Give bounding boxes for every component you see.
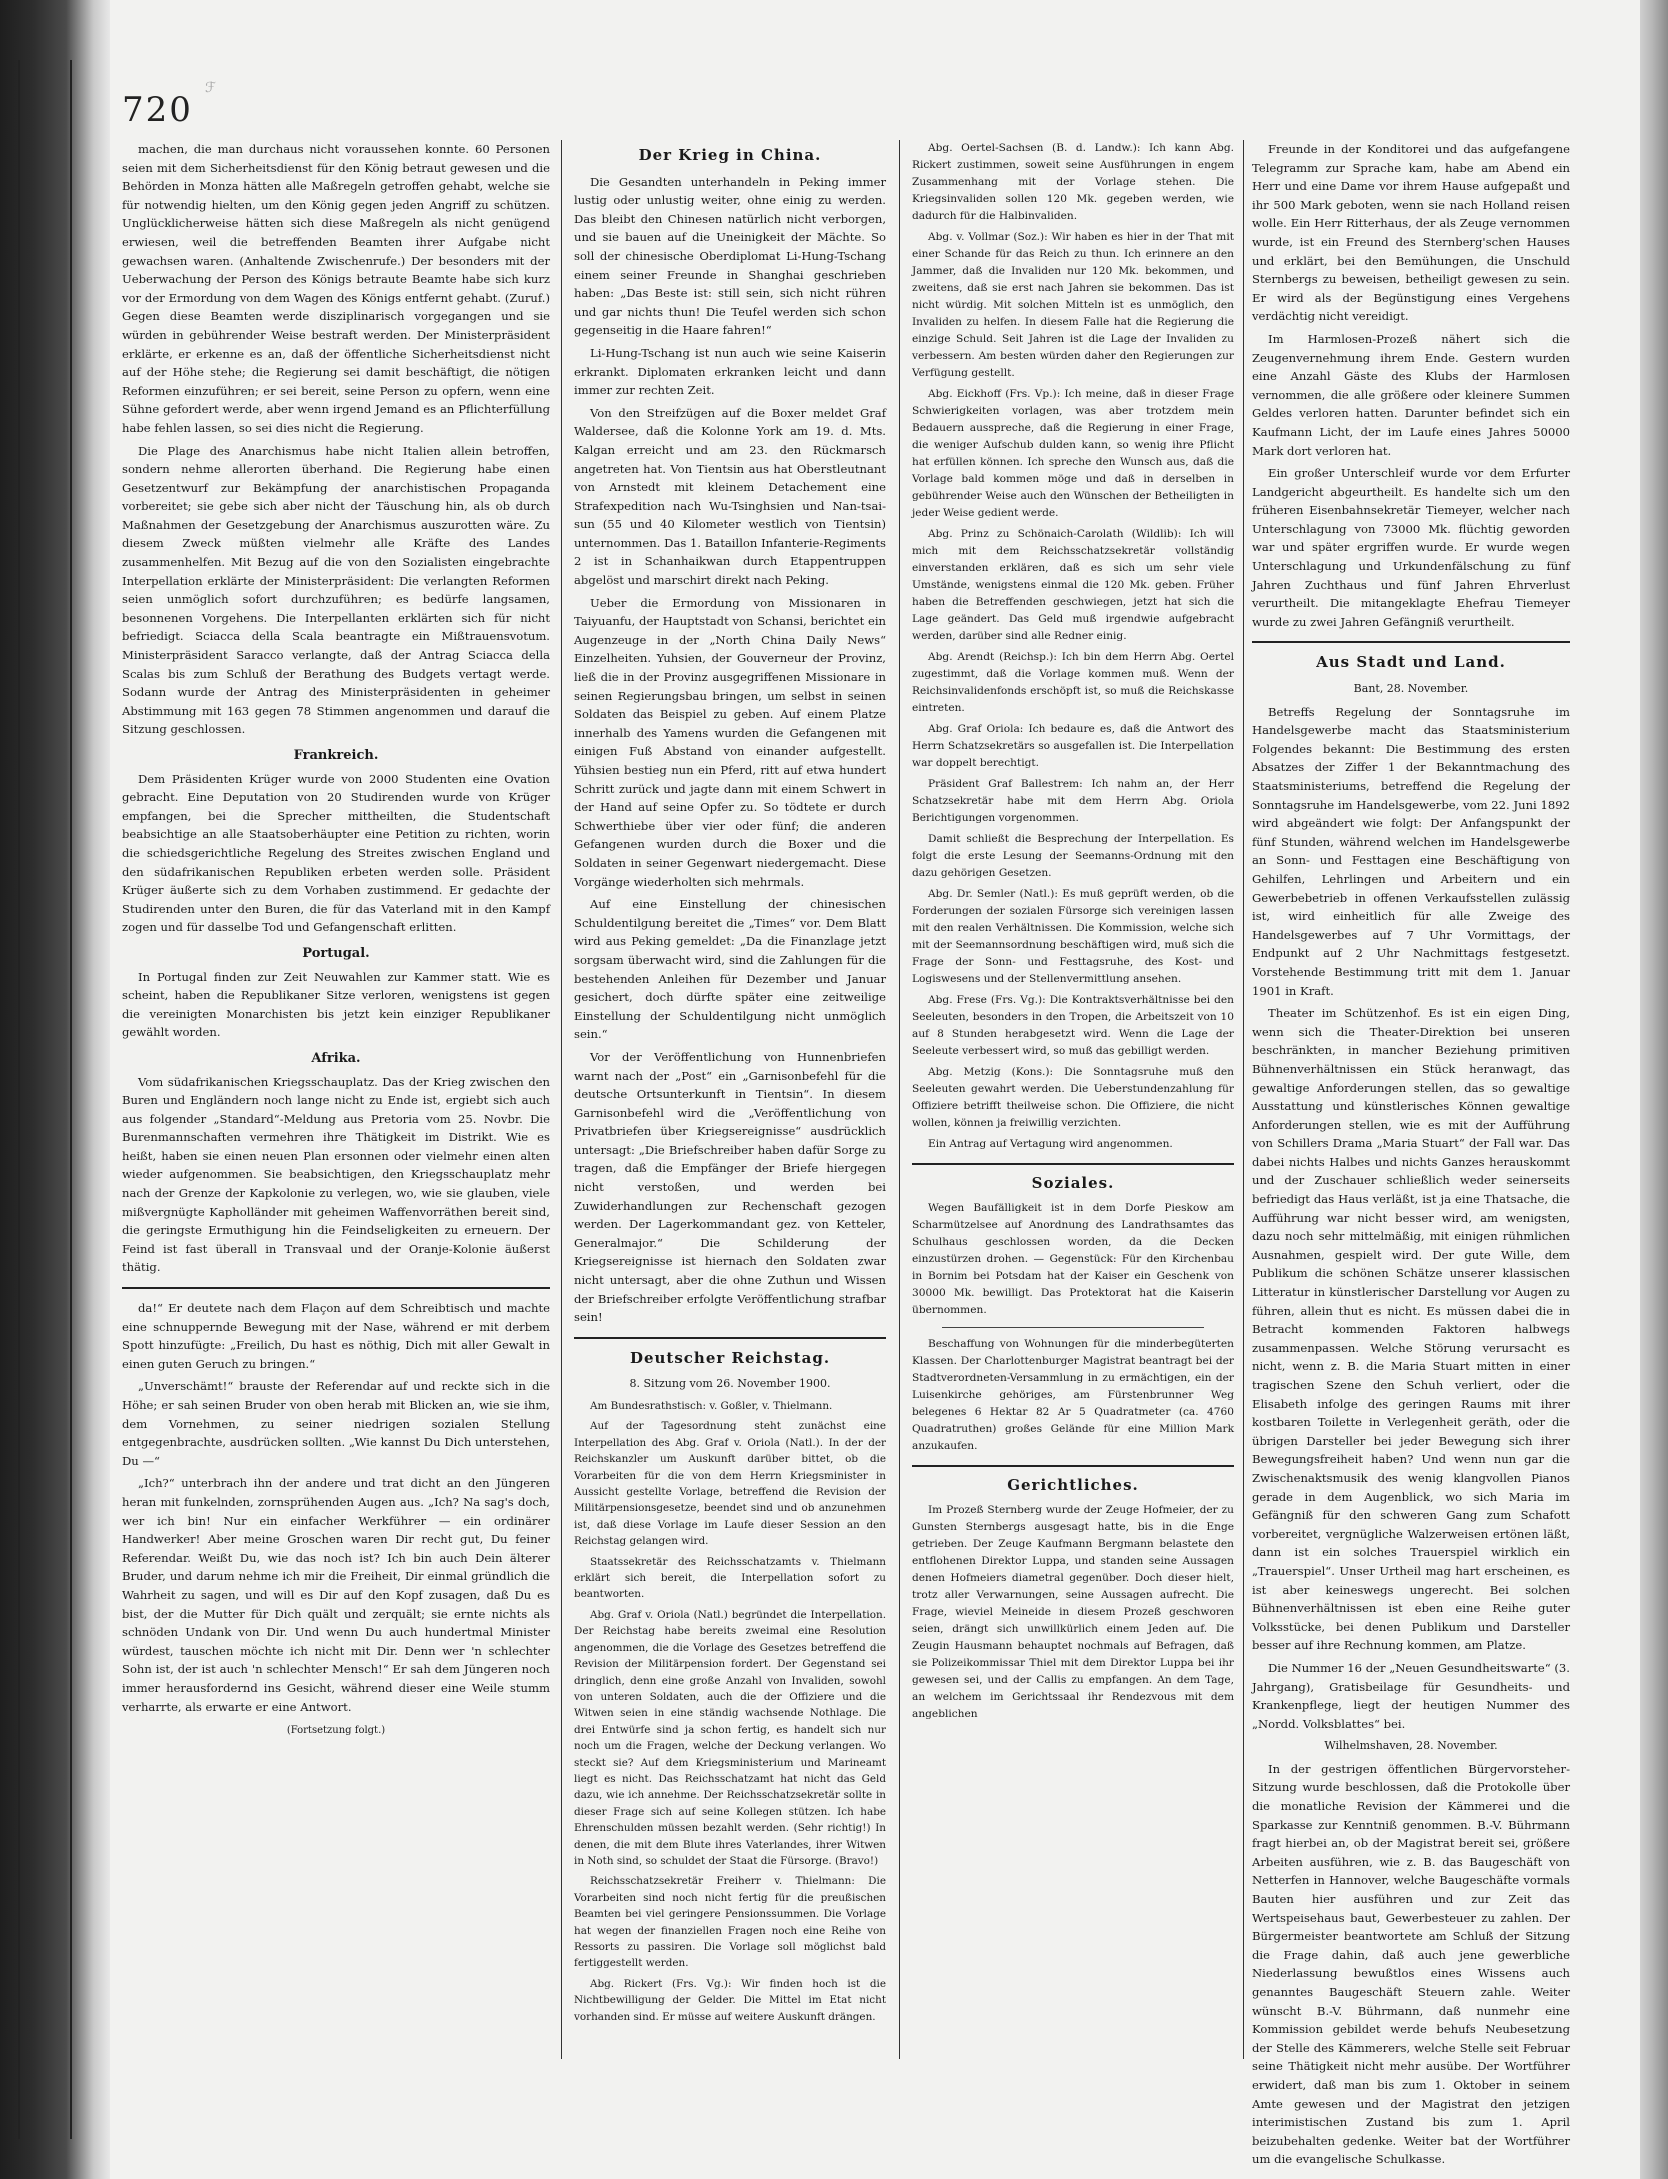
article-paragraph: Am Bundesrathstisch: v. Goßler, v. Thielmann. bbox=[590, 1400, 833, 1412]
article-paragraph: In der gestrigen öffentlichen Bürgervorsteher-Sitzung wurde beschlossen, daß die Protokolle über die monatliche Revision der Kämmerei und die Sparkasse zur Kenntniß genommen. B.-V. Bührmann fragt hierbei an, ob der Magistrat bereit sei, größere Arbeiten ausführen, wie z. B. das Baugeschäft von Netterfen in Hannover, welche Baugeschäfte vormals Bauten hier ausführen und zur Zeit das Wertspeisehaus baut, Gewerbesteuer zu zahlen. Der Bürgermeister beantwortete am Schluß der Sitzung die Frage dahin, daß auch jene gewerbliche Niederlassung bewußtlos eines Wissens auch genanntes Baugeschäft Steuern zahle. Weiter wünscht B.-V. Bührmann, daß nunmehr eine Kommission gebildet werde behufs Neubesetzung der Stelle des Kämmerers, welche Stelle seit Februar seine Thätigkeit nicht mehr ausübe. Der Wortführer erwidert, daß man bis zum 1. Oktober in seinem Amte gewesen und der Magistrat den jetzigen interimistischen Zustand bis zum 1. April beizubehalten gedenke. Weiter bat der Wortführer um die evangelische Schulkasse. bbox=[1252, 1761, 1570, 2167]
article-paragraph: Die Nummer 16 der „Neuen Gesundheitswarte“ (3. Jahrgang), Gratisbeilage für Gesundheits- und Krankenpflege, liegt der heutigen Nummer des „Nordd. Volksblattes“ bei. bbox=[1252, 1660, 1570, 1731]
article-paragraph: Von den Streifzügen auf die Boxer meldet Graf Waldersee, daß die Kolonne York am 19. d. Mts. Kalgan erreicht und am 23. den Rückmarsch angetreten hat. Von Tientsin aus hat Oberstleutnant von Arnstedt mit kleinem Detachement eine Strafexpedition nach Wu-Tsinghsien und Nan-tsai-sun (55 und 40 Kilometer westlich von Tientsin) unternommen. Das 1. Bataillon Infanterie-Regiments 2 ist in Schanhaikwan durch Etappentruppen abgelöst und marschirt direkt nach Peking. bbox=[574, 405, 886, 588]
section-heading-portugal: Portugal. bbox=[302, 945, 370, 961]
article-paragraph: Beschaffung von Wohnungen für die minderbegüterten Klassen. Der Charlottenburger Magistrat beantragt bei der Stadtverordneten-Versammlung in zu ermächtigen, ein der Luisenkirche gehöriges, am Fürstenbrunner Weg belegenes 6 Hektar 82 Ar 5 Quadratmeter (ca. 4760 Quadratruthen) großes Gelände für eine Million Mark anzukaufen. bbox=[912, 1338, 1234, 1452]
article-paragraph: Dem Präsidenten Krüger wurde von 2000 Studenten eine Ovation gebracht. Eine Deputation von 20 Studirenden wurde von Krüger empfangen, bei die Sprecher mittheilten, die Studentschaft beabsichtige an alle Staatsoberhäupter eine Petition zu richten, worin die schiedsgerichtliche Regelung des Streites zwischen England und den südafrikanischen Republiken erbeten werden solle. Präsident Krüger äußerte sich zu dem Vorhaben zustimmend. Er gedachte der Studirenden unter den Buren, die für das Vaterland mit in den Kampf zogen und für dasselbe Tod und Gefangenschaft erlitten. bbox=[122, 771, 550, 935]
article-paragraph: Reichsschatzsekretär Freiherr v. Thielmann: Die Vorarbeiten sind noch nicht fertig für die preußischen Beamten bei viel geringere Pensionssummen. Die Vorlage hat wegen der finanziellen Fragen noch eine Reihe von Ressorts zu passiren. Die Vorlage soll möglichst bald fertiggestellt werden. bbox=[574, 1875, 886, 1970]
article-paragraph: Abg. Arendt (Reichsp.): Ich bin dem Herrn Abg. Oertel zugestimmt, daß die Vorlage kommen muß. Wenn der Reichsinvalidenfonds erschöpft ist, so muß die Reichskasse eintreten. bbox=[912, 651, 1234, 714]
article-paragraph: Abg. Graf v. Oriola (Natl.) begründet die Interpellation. Der Reichstag habe bereits zweimal eine Resolution angenommen, die die Vorlage des Gesetzes betreffend die Revision der Militärpension fordert. Der Gegenstand sei dringlich, denn eine große Anzahl von Invaliden, sowohl von unteren Soldaten, auch die der Offiziere und die Witwen seien in eine ständig wachsende Nothlage. Die drei Entwürfe sind ja schon fertig, es handelt sich nur noch um die Fragen, welche der Deckung verlangen. Wo steckt sie? Auf dem Kriegsministerium und Marineamt liegt es nicht. Das Reichsschatzamt hat nicht das Geld dazu, wie ich annehme. Der Reichsschatzsekretär sollte in dieser Frage sich auf seine Kollegen stützen. Ich habe Ehrenschulden müssen bezahlt werden. (Sehr richtig!) In denen, die mit dem Blute ihres Vaterlandes, ihrer Witwen in Noth sind, so schuldet der Staat die Fürsorge. (Bravo!) bbox=[574, 1608, 886, 1867]
article-paragraph: Im Harmlosen-Prozeß nähert sich die Zeugenvernehmung ihrem Ende. Gestern wurden eine Anzahl Gäste des Klubs der Harmlosen vernommen, die alle größere oder kleinere Summen Geldes verloren hatten. Darunter befindet sich ein Kaufmann Licht, der im Laufe eines Jahres 50000 Mark dort verloren hat. bbox=[1252, 331, 1570, 458]
article-paragraph: Im Prozeß Sternberg wurde der Zeuge Hofmeier, der zu Gunsten Sternbergs ausgesagt hatte, bis in die Enge getrieben. Der Zeuge Kaufmann Bergmann belastete den entflohenen Direktor Luppa, und standen seine Aussagen denen Hofmeiers diametral gegenüber. Doch dieser hielt, trotz aller Verwarnungen, seine Aussagen aufrecht. Die Frage, wieviel Meineide in diesem Prozeß geschworen seien, drängt sich unwillkürlich einem Jeden auf. Die Zeugin Hausmann behauptet nochmals auf Befragen, daß sie Polizeikommissar Thiel mit dem Direktor Luppa bei ihr gewesen sei, und der Callis zu empfangen. An dem Tage, an welchem im Gerichtssaal ihr Rendezvous mit dem angeblichen bbox=[912, 1504, 1234, 1720]
binding-stitch bbox=[70, 60, 72, 2139]
section-separator bbox=[912, 1163, 1234, 1165]
article-paragraph: Abg. Rickert (Frs. Vg.): Wir finden hoch ist die Nichtbewilligung der Gelder. Die Mittel im Etat nicht vorhanden sind. Er müsse auf weitere Auskunft drängen. bbox=[574, 1977, 886, 2023]
article-paragraph: Auf der Tagesordnung steht zunächst eine Interpellation des Abg. Graf v. Oriola (Natl.). In der der Reichskanzler um Auskunft darüber bittet, ob die Vorarbeiten für die von dem Herrn Kriegsminister in Aussicht gestellte Vorlage, betreffend die Revision der Militärpensionsgesetze, beendet sind und ob anzunehmen ist, daß diese Vorlage im Laufe dieser Session an den Reichstag gelangen wird. bbox=[574, 1420, 886, 1548]
article-paragraph: Abg. Dr. Semler (Natl.): Es muß geprüft werden, ob die Forderungen der sozialen Fürsorge sich vereinigen lassen mit den realen Verhältnissen. Die Kommission, welche sich mit der Seemannsordnung beschäftigen wird, muß sich die Frage der Sonn- und Festtagsruhe, des Kost- und Logiswesens und der Stellenvermittlung ansehen. bbox=[912, 888, 1234, 985]
article-paragraph: Betreffs Regelung der Sonntagsruhe im Handelsgewerbe macht das Staatsministerium Folgendes bekannt: Die Bestimmung des ersten Absatzes der Ziffer 1 der Bekanntmachung des Staatsministeriums, betreffend die Regelung der Sonntagsruhe im Handelsgewerbe, vom 22. Juni 1892 wird abgeändert wie folgt: Der Anfangspunkt der fünf Stunden, während welchen im Handelsgewerbe an Sonn- und Festtagen eine Beschäftigung von Gehilfen, Lehrlingen und Arbeitern und ein Gewerbebetrieb in offenen Verkaufsstellen zulässig ist, wird einheitlich für alle Zweige des Handelsgewerbes auf 7 Uhr Vormittags, der Endpunkt auf 2 Uhr Nachmittags festgesetzt. Vorstehende Bestimmung tritt mit dem 1. Januar 1901 in Kraft. bbox=[1252, 704, 1570, 998]
column-4 bbox=[1252, 140, 1570, 2167]
archive-stamp: ℱ bbox=[205, 80, 217, 96]
column-2 bbox=[574, 140, 886, 2099]
section-heading-afrika: Afrika. bbox=[311, 1050, 361, 1066]
article-paragraph: Abg. Metzig (Kons.): Die Sonntagsruhe muß den Seeleuten gewahrt werden. Die Ueberstundenzahlung für Offiziere betrifft theilweise schon. Die Offiziere, die nicht wollen, können ja freiwillig verzichten. bbox=[912, 1066, 1234, 1129]
article-paragraph: Vom südafrikanischen Kriegsschauplatz. Das der Krieg zwischen den Buren und Engländern noch lange nicht zu Ende ist, ergiebt sich auch aus folgender „Standard“-Meldung aus Pretoria vom 25. Novbr. Die Burenmannschaften vermehren ihre Thätigkeit im Distrikt. Wie es heißt, haben sie einen neuen Plan ersonnen oder vielmehr einen alten wieder aufgenommen. Sie beabsichtigen, den Kriegsschauplatz mehr nach der Grenze der Kapkolonie zu verlegen, wo, wie sie glauben, viele mißvergnügte Kapholländer mit geheimen Waffenvorräthen bereit sind, die geringste Ermuthigung hin die Feindseligkeiten zu erneuern. Der Feind ist fast überall in Transvaal und der Oranje-Kolonie äußerst thätig. bbox=[122, 1074, 550, 1275]
book-binding bbox=[0, 0, 110, 2179]
feuilleton-paragraph: „Ich?“ unterbrach ihn der andere und trat dicht an den Jüngeren heran mit funkelnden, zornsprühenden Augen aus. „Ich? Na sag's doch, wer ich bin! Nur ein einfacher Werkführer — ein ordinärer Handwerker! Aber meine Groschen waren Dir recht gut, Du feiner Referendar. Weißt Du, wie das noch ist? Ich bin auch Dein älterer Bruder, und darum nehme ich mir die Freiheit, Dir einmal gründlich die Wahrheit zu sagen, und will es Dir auf den Kopf zusagen, daß Du es bist, der die Mutter für Dich quält und zerquält; sie ernte nichts als schnöden Undank von Dir. Und wenn Du auch hundertmal Minister würdest, tauschen möchte ich nicht mit Dir. Denn wer 'n schlechter Sohn ist, der ist auch 'n schlechter Mensch!“ Er sah dem Jüngeren noch immer herausfordernd ins Gesicht, während dieser eine Weile stumm verharrte, als erwarte er eine Antwort. bbox=[122, 1476, 550, 1714]
article-paragraph: Theater im Schützenhof. Es ist ein eigen Ding, wenn sich die Theater-Direktion bei unseren beschränkten, in mancher Beziehung primitiven Bühnenverhältnissen ein Stück heranwagt, das gewaltige Anforderungen stellen, das so gewaltige Ausstattung und künstlerisches Können gewaltige Anforderungen stellen, wie es mit der Aufführung von Schillers Drama „Maria Stuart“ der Fall war. Das dabei nichts Halbes und nichts Ganzes herauskommt und der Zuschauer schließlich weder seinerseits befriedigt das Haus verläßt, ist ja eine Thatsache, die Aufführung war nicht besser wird, am wenigsten, dazu noch sehr mittelmäßig, mit einigen rühmlichen Ausnahmen, gespielt wird. Der gute Wille, dem Publikum die schönen Schätze unserer klassischen Litteratur in künstlerischer Darstellung vor Augen zu führen, allein thut es nicht. Es müssen dabei die in Betracht kommenden Faktoren halbwegs zusammenpassen. Welche Störung verursacht es nicht, wenn z. B. die Maria Stuart mitten in einer tragischen Szene den Schuh verliert, oder die Elisabeth infolge des geringen Raums mit ihrer kostbaren Toilette in Verlegenheit geräth, oder die übrigen Darsteller bei jeder Bewegung sich ihrer Bewegungsfreiheit haben? Und wenn nun gar die Zwischenaktsmusik des wenig klangvollen Pianos gerade in dem Augenblick, wo sich Maria im Gefängniß für den schweren Gang zum Schafott vorbereitet, vergnügliche Walzerweisen ertönen läßt, dann ist ein solches Trauerspiel wirklich ein „Trauerspiel“. Unser Urtheil mag hart erscheinen, es ist aber keineswegs ungerecht. Bei solchen Bühnenverhältnissen ist eben eine Reihe guter Volksstücke, bei denen Publikum und Darsteller besser auf ihre Rechnung kommen, am Platze. bbox=[1252, 1006, 1570, 1653]
column-rule bbox=[1243, 140, 1244, 2059]
section-separator bbox=[912, 1465, 1234, 1467]
column-rule bbox=[561, 140, 562, 2059]
article-paragraph: Die Plage des Anarchismus habe nicht Italien allein betroffen, sondern nehme allerorten überhand. Die Regierung habe einen Gesetzentwurf zur Bekämpfung der anarchistischen Propaganda vorbereitet; sie gebe sich aber nicht der Täuschung hin, als ob durch Maßnahmen der Gesetzgebung der Anarchismus auszurotten wäre. Zu diesem Zweck müßten vielmehr alle Kräfte des Landes zusammenhelfen. Mit Bezug auf die von den Sozialisten eingebrachte Interpellation erklärte der Ministerpräsident: Die verlangten Reformen seien unmöglich sofort durchzuführen; es bedürfe langsamen, besonnenen Vorgehens. Die Interpellanten erklärten sich für nicht befriedigt. Sciacca della Scala beantragte ein Mißtrauensvotum. Ministerpräsident Saracco verlangte, daß der Antrag Sciacca della Scalas bis zum Schluß der Berathung des Budgets vertagt werde. Sodann wurde der Antrag des Ministerpräsidenten in geheimer Abstimmung mit 163 gegen 78 Stimmen angenommen und darauf die Sitzung geschlossen. bbox=[122, 443, 550, 737]
column-3 bbox=[912, 140, 1234, 2099]
article-paragraph: Freunde in der Konditorei und das aufgefangene Telegramm zur Sprache kam, habe am Abend ein Herr und eine Dame vor ihrem Hause aufgepaßt und ihr 500 Mark geboten, wenn sie nach Holland reisen wolle. Ein Herr Ritterhaus, der als Zeuge vernommen wurde, ist ein Freund des Sternberg'schen Hauses und erklärt, bei den Bemühungen, die Unschuld Sternbergs zu beweisen, betheiligt gewesen zu sein. Er wird als der Begünstigung eines Vergehens verdächtig nicht vereidigt. bbox=[1252, 142, 1570, 324]
continuation-note: (Fortsetzung folgt.) bbox=[286, 1725, 386, 1737]
section-heading-reichstag: Deutscher Reichstag. bbox=[629, 1348, 831, 1367]
section-heading-china: Der Krieg in China. bbox=[638, 146, 822, 164]
article-paragraph: Ein großer Unterschleif wurde vor dem Erfurter Landgericht abgeurtheilt. Es handelte sich um den früheren Eisenbahnsekretär Tiemeyer, welcher nach Unterschlagung von 73000 Mk. flüchtig geworden war und später ergriffen wurde. Er wurde wegen Unterschlagung und Urkundenfälschung zu fünf Jahren Zuchthaus und fünf Jahren Ehrverlust verurtheilt. Die mitangeklagte Ehefrau Tiemeyer wurde zu zwei Jahren Gefängniß verurtheilt. bbox=[1252, 466, 1570, 629]
section-heading-soziales: Soziales. bbox=[1031, 1174, 1115, 1192]
dateline: Bant, 28. November. bbox=[1353, 682, 1469, 696]
binding-stitch bbox=[18, 60, 20, 2139]
article-paragraph: Li-Hung-Tschang ist nun auch wie seine Kaiserin erkrankt. Diplomaten erkranken leicht und dann immer zur rechten Zeit. bbox=[574, 345, 886, 398]
feuilleton-paragraph: da!“ Er deutete nach dem Flaçon auf dem Schreibtisch und machte eine schnuppernde Bewegung mit der Nase, während er mit derbem Spott hinzufügte: „Freilich, Du hast es nöthig, Dich mit aller Gewalt in einen guten Geruch zu bringen.“ bbox=[122, 1301, 550, 1371]
article-paragraph: Vor der Veröffentlichung von Hunnenbriefen warnt nach der „Post“ ein „Garnisonbefehl für die deutsche Ortsunterkunft in Tientsin“. In diesem Garnisonbefehl wird die „Veröffentlichung von Privatbriefen über Kriegsereignisse“ ausdrücklich untersagt: „Die Briefschreiber haben dafür Sorge zu tragen, daß die Empfänger der Briefe hiergegen nicht verstoßen, und werden bei Zuwiderhandlungen zur Rechenschaft gezogen werden. Der Lagerkommandant gez. von Ketteler, Generalmajor.“ Die Schilderung der Kriegsereignisse ist hiernach den Soldaten zwar nicht untersagt, aber die ohne Zuthun und Wissen der Briefschreiber erfolgte Veröffentlichung strafbar sein! bbox=[574, 1049, 886, 1325]
article-paragraph: Abg. Prinz zu Schönaich-Carolath (Wildlib): Ich will mich mit dem Reichsschatzsekretär vollständig einverstanden erklären, daß es sich um sehr viele Umstände, wenigstens einmal die 120 Mk. geben. Früher haben die Betreffenden geschwiegen, jetzt hat sich die Lage geändert. Das Geld muß irgendwie aufgebracht werden, darüber sind alle Redner einig. bbox=[912, 528, 1234, 642]
article-paragraph: Auf eine Einstellung der chinesischen Schuldentilgung bereitet die „Times“ vor. Dem Blatt wird aus Peking gemeldet: „Da die Finanzlage jetzt sorgsam überwacht wird, sind die Zahlungen für die bestehenden Anleihen für Dezember und Januar gesichert, doch dürfte später eine zeitweilige Einstellung der Schuldentilgung nicht unmöglich sein.“ bbox=[574, 897, 886, 1042]
article-paragraph: Präsident Graf Ballestrem: Ich nahm an, der Herr Schatzsekretär habe mit dem Herrn Abg. Oriola Berichtigungen vorgenommen. bbox=[912, 778, 1234, 824]
page-number: 720 bbox=[122, 90, 193, 130]
article-paragraph: Ein Antrag auf Vertagung wird angenommen. bbox=[928, 1138, 1173, 1150]
section-heading-frankreich: Frankreich. bbox=[293, 748, 379, 763]
article-paragraph: Die Gesandten unterhandeln in Peking immer lustig oder unlustig weiter, ohne einig zu werden. Das bleibt den Chinesen natürlich nicht verborgen, und sie bauen auf die Uneinigkeit der Mächte. So soll der chinesische Oberdiplomat Li-Hung-Tschang einem seiner Freunde in Shanghai geschrieben haben: „Das Beste ist: still sein, sich nicht rühren und gar nichts thun! Die Teufel werden sich schon gegenseitig in die Haare fahren!“ bbox=[574, 174, 886, 338]
page-edge bbox=[1640, 0, 1668, 2179]
section-heading-stadt-und-land: Aus Stadt und Land. bbox=[1316, 653, 1506, 672]
article-paragraph: Wegen Baufälligkeit ist in dem Dorfe Pieskow am Scharmützelsee auf Anordnung des Landrathsamtes das Schulhaus geschlossen worden, da die Decken einzustürzen drohen. — Gegenstück: Für den Kirchenbau in Bornim bei Potsdam hat der Kaiser ein Geschenk von 30000 Mk. bewilligt. Das Protektorat hat die Kaiserin übernommen. bbox=[912, 1202, 1234, 1316]
session-dateline: 8. Sitzung vom 26. November 1900. bbox=[629, 1377, 831, 1391]
feuilleton-separator bbox=[122, 1287, 550, 1289]
article-paragraph: Abg. Eickhoff (Frs. Vp.): Ich meine, daß in dieser Frage Schwierigkeiten vorlagen, was aber trotzdem mein Bedauern ausspreche, daß die Regierung in einer Frage, die weniger Aufschub dulden kann, so wenig ihre Pflicht hat erfüllen können. Ich spreche den Wunsch aus, daß die Vorlage bald kommen möge und daß in derselben in gebührender Weise auch den Wünschen der Betheiligten in jeder Weise gedient werde. bbox=[912, 388, 1234, 519]
article-paragraph: Abg. Graf Oriola: Ich bedaure es, daß die Antwort des Herrn Schatzsekretärs so ausgefallen ist. Die Interpellation war doppelt berechtigt. bbox=[912, 723, 1234, 769]
article-paragraph: Ueber die Ermordung von Missionaren in Taiyuanfu, der Hauptstadt von Schansi, berichtet ein Augenzeuge in der „North China Daily News“ Einzelheiten. Yuhsien, der Gouverneur der Provinz, ließ die in der Provinz ausgegriffenen Missionare in seinen Regierungsbau bringen, um selbst in seinen Soldaten das Beispiel zu geben. Auf einem Platze innerhalb des Yamens wurden die Gefangenen mit einigen Fuß Abstand von einander aufgestellt. Yühsien bestieg nun ein Pferd, ritt auf etwa hundert Schritt zurück und jagte dann mit einem Schwert in der Hand auf seine Opfer zu. So tödtete er durch Schwerthiebe über vier oder fünf; die anderen Gefangenen wurden durch die Boxer und die Soldaten in seiner Gegenwart niedergemacht. Diese Vorgänge wiederholten sich mehrmals. bbox=[574, 595, 886, 889]
article-paragraph: Abg. v. Vollmar (Soz.): Wir haben es hier in der That mit einer Schande für das Reich zu thun. Ich erinnere an den Jammer, daß die Invaliden nur 120 Mk. bekommen, und zweitens, daß sie erst nach Jahren sie bekommen. Das ist nicht würdig. Mit solchen Mitteln ist es unmöglich, den Invaliden zu helfen. In diesem Falle hat die Regierung die einzige Schuld. Seit Jahren ist die Lage der Invaliden zu verbessern. Am besten würden daher den Regierungen zur Verfügung gestellt. bbox=[912, 231, 1234, 379]
section-separator bbox=[574, 1337, 886, 1339]
article-paragraph: Abg. Frese (Frs. Vg.): Die Kontraktsverhältnisse bei den Seeleuten, besonders in den Tropen, die Arbeitszeit von 10 auf 8 Stunden herabgesetzt wird. Wenn die Lage der Seeleute verbessert wird, so muß das gebilligt werden. bbox=[912, 994, 1234, 1057]
section-heading-gerichtliches: Gerichtliches. bbox=[1007, 1476, 1139, 1494]
section-separator bbox=[1252, 641, 1570, 643]
feuilleton-paragraph: „Unverschämt!“ brauste der Referendar auf und reckte sich in die Höhe; er sah seinen Bruder von oben herab mit Blicken an, wie sie ihm, dem Vornehmen, zu seiner niedrigen sozialen Stellung entgegenbrachte, ausdrücken sollten. „Wie kannst Du Dich unterstehen, Du —“ bbox=[122, 1379, 550, 1468]
column-1 bbox=[122, 140, 550, 2099]
short-separator bbox=[942, 1327, 1204, 1328]
article-paragraph: Abg. Oertel-Sachsen (B. d. Landw.): Ich kann Abg. Rickert zustimmen, soweit seine Ausführungen in engem Zusammenhang mit der Vorlage stehen. Die Kriegsinvaliden sollen 120 Mk. gegeben werden, wie dadurch für die Halbinvaliden. bbox=[912, 142, 1234, 222]
article-paragraph: Damit schließt die Besprechung der Interpellation. Es folgt die erste Lesung der Seemanns-Ordnung mit den dazu gehörigen Gesetzen. bbox=[912, 833, 1234, 879]
article-paragraph: Staatssekretär des Reichsschatzamts v. Thielmann erklärt sich bereit, die Interpellation sofort zu beantworten. bbox=[574, 1555, 886, 1601]
article-paragraph: machen, die man durchaus nicht voraussehen konnte. 60 Personen seien mit dem Sicherheitsdienst für den König betraut gewesen und die Behörden in Monza hätten alle Maßregeln getroffen gehabt, welche sie für notwendig hielten, um den König gegen jeden Angriff zu schützen. Unglücklicherweise hätten sich diese Maßregeln als nicht genügend erwiesen, weil die betreffenden Beamten ihrer Aufgabe nicht gewachsen waren. (Anhaltende Zwischenrufe.) Der besonders mit der Ueberwachung der Person des Königs betraute Beamte habe sich kurz vor der Ermordung von dem Wagen des Königs entfernt gehabt. (Zuruf.) Gegen diese Beamten werde disziplinarisch vorgegangen und sie würden in gebührender Weise bestraft werden. Der Ministerpräsident erklärte, er erkenne es an, daß der öffentliche Sicherheitsdienst nicht auf der Höhe stehe; die Regierung sei damit beschäftigt, die nötigen Reformen einzuführen; er sei bereit, seine Person zu opfern, wenn eine Sühne gefordert werde, aber wenn irgend Jemand es an Pflichterfüllung habe fehlen lassen, so sei dies nicht die Regierung. bbox=[122, 142, 550, 435]
dateline: Wilhelmshaven, 28. November. bbox=[1324, 1739, 1498, 1753]
article-paragraph: In Portugal finden zur Zeit Neuwahlen zur Kammer statt. Wie es scheint, haben die Republikaner Sitze verloren, wenigstens ist gegen die vereinigten Monarchisten bis jetzt kein einziger Republikaner gewählt worden. bbox=[122, 969, 550, 1040]
column-rule bbox=[899, 140, 900, 2059]
